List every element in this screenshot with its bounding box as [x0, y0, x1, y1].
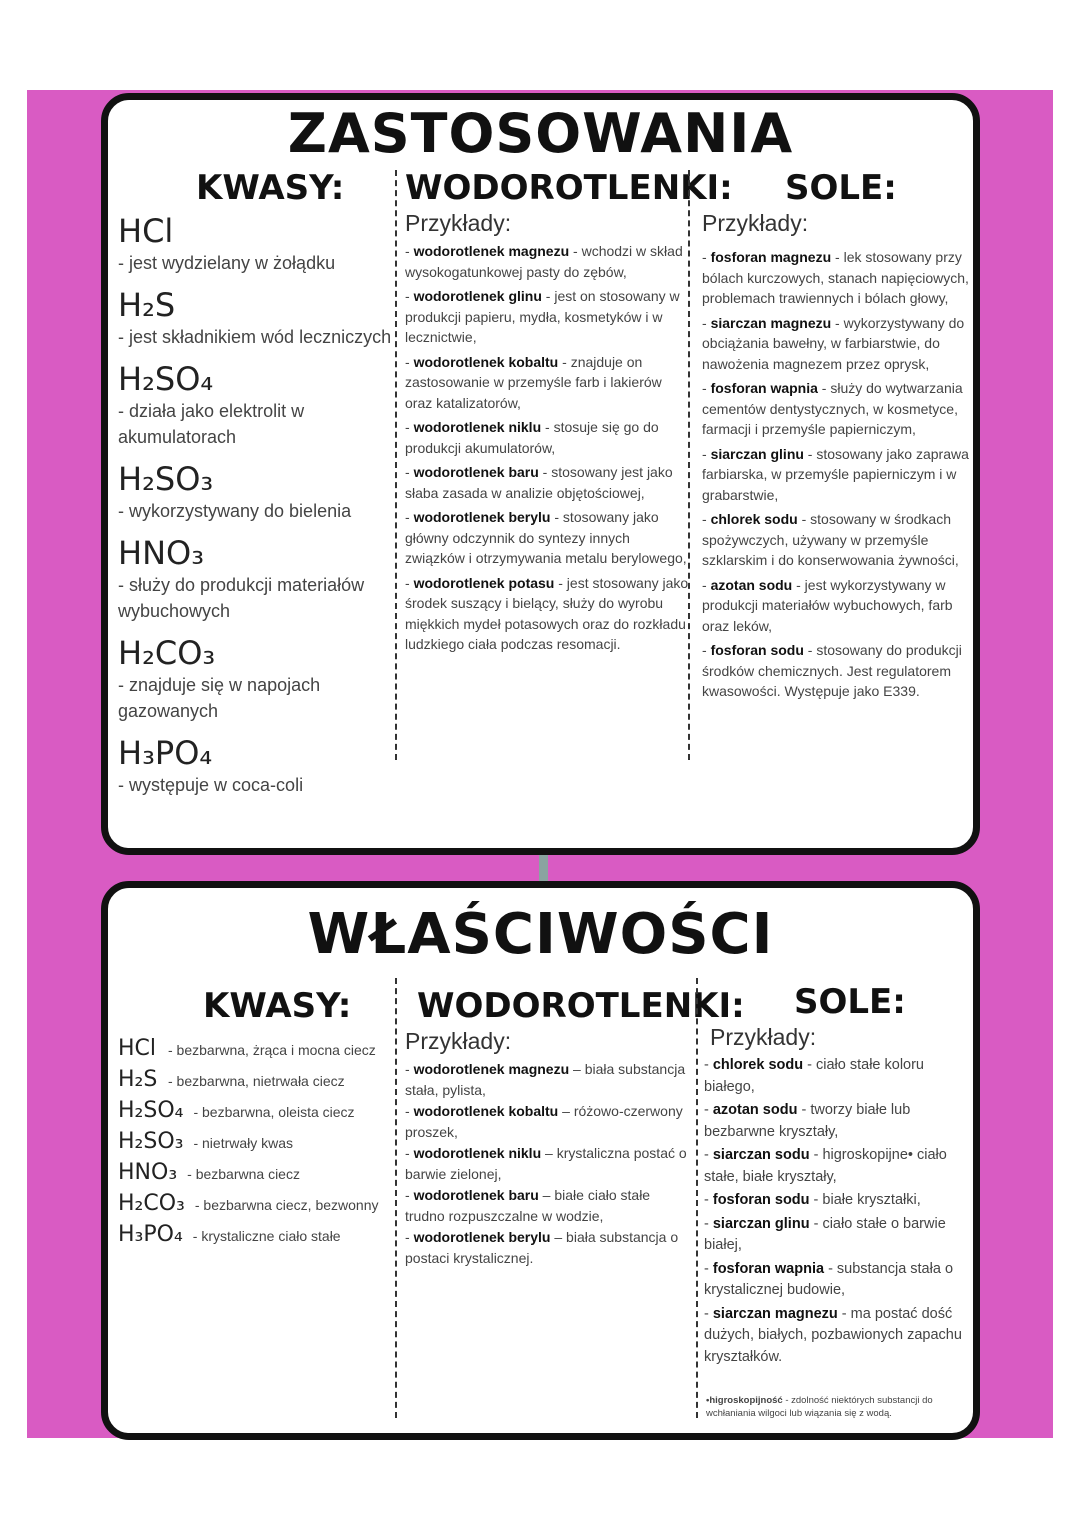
list-item: - wodorotlenek berylu - stosowany jako główny odczynnik do syntezy innych związków i otrzymywania metalu berylowego,	[405, 509, 687, 566]
acid-formula: HNO₃	[118, 534, 205, 572]
acid-description: - jest wydzielany w żołądku	[118, 253, 336, 273]
compound-description: - ciało stałe koloru białego,	[704, 1057, 924, 1095]
compound-name: wodorotlenek baru	[413, 1187, 539, 1203]
compound-name: wodorotlenek magnezu	[413, 1061, 570, 1077]
uses-salts-heading: SOLE:	[785, 168, 897, 208]
list-item: - azotan sodu - jest wykorzystywany w produkcji materiałów wybuchowych, farb oraz leków,	[702, 576, 953, 634]
compound-name: fosforan sodu	[712, 1192, 810, 1208]
uses-salts-column	[702, 168, 974, 706]
compound-description: - znajduje on zastosowanie w przemyśle farb i lakierów oraz katalizatorów,	[405, 353, 662, 411]
acid-description: - służy do produkcji materiałów wybuchowych	[118, 575, 365, 621]
uses-card	[101, 93, 980, 855]
acid-entry	[118, 1129, 398, 1160]
acid-description: - działa jako elektrolit w akumulatorach	[118, 401, 305, 447]
compound-name: wodorotlenek kobaltu	[413, 353, 559, 370]
acid-entry	[118, 534, 403, 624]
compound-name: wodorotlenek magnezu	[413, 243, 570, 259]
acid-description: - nietrwały kwas	[193, 1135, 294, 1151]
properties-salts-heading: SOLE:	[794, 982, 906, 1022]
uses-hydroxides-subheading: Przykłady:	[405, 210, 512, 236]
list-item: - wodorotlenek niklu - stosuje się go do produkcji akumulatorów,	[405, 419, 659, 456]
compound-name: wodorotlenek glinu	[413, 288, 542, 304]
compound-description: - stosuje się go do produkcji akumulatorów,	[405, 419, 659, 456]
compound-description: - jest on stosowany w produkcji papieru, mydła, kosmetyków i w lecznictwie,	[405, 288, 680, 345]
uses-hydroxides-column	[405, 168, 733, 659]
compound-name: siarczan glinu	[712, 1215, 810, 1232]
acid-description: - bezbarwna, oleista ciecz	[193, 1104, 355, 1120]
list-item: - fosforan sodu - stosowany do produkcji środków chemicznych. Jest regulatorem kwasowości. Występuje jako E339.	[702, 642, 962, 699]
acid-formula: H₂SO₃	[118, 460, 214, 498]
compound-description: - stosowany jako główny odczynnik do syntezy innych związków i otrzymywania metalu berylowego,	[405, 509, 687, 566]
list-item: - wodorotlenek baru – białe ciało stałe trudno rozpuszczalne w wodzie,	[405, 1187, 651, 1224]
compound-description: - higroskopijne• ciało stałe, białe kryształy,	[704, 1147, 947, 1185]
acid-entry	[118, 1067, 398, 1098]
column-divider	[395, 170, 397, 760]
acid-formula: HCl	[118, 212, 174, 250]
acid-description: - bezbarwna, żrąca i mocna ciecz	[168, 1042, 376, 1058]
compound-name: chlorek sodu	[712, 1057, 804, 1073]
list-item: - fosforan magnezu - lek stosowany przy bólach kurczowych, stanach napięciowych, problemach trawiennych i bólach głowy,	[702, 249, 969, 306]
list-item: - chlorek sodu - stosowany w środkach spożywczych, używany w przemyśle szklarskim i do konserwowania żywności,	[702, 511, 959, 568]
acid-description: - jest składnikiem wód leczniczych	[118, 327, 392, 347]
list-item: - wodorotlenek potasu - jest stosowany jako środek suszący i bielący, służy do wyrobu miękkich mydeł potasowych oraz do rozkładu ludzkiego ciała podczas resomacji.	[405, 574, 689, 652]
acid-entry	[118, 1222, 398, 1253]
compound-name: fosforan sodu	[710, 642, 804, 658]
compound-description: - wchodzi w skład wysokogatunkowej pasty do zębów,	[405, 243, 683, 280]
compound-name: wodorotlenek baru	[413, 464, 539, 480]
list-item: - wodorotlenek magnezu - wchodzi w skład wysokogatunkowej pasty do zębów,	[405, 243, 683, 280]
acid-formula: H₂S	[118, 286, 176, 324]
compound-name: siarczan glinu	[710, 445, 804, 462]
acid-entry	[118, 1191, 398, 1222]
acid-entry	[118, 1160, 398, 1191]
acid-entry	[118, 1036, 398, 1067]
acid-description: - bezbarwna, nietrwała ciecz	[168, 1073, 345, 1089]
footnote	[706, 1394, 966, 1420]
compound-name: wodorotlenek kobaltu	[413, 1103, 559, 1119]
list-item: - siarczan sodu - higroskopijne• ciało stałe, białe kryształy,	[704, 1147, 947, 1185]
properties-salts-subheading: Przykłady:	[710, 1024, 817, 1050]
compound-name: azotan sodu	[710, 576, 793, 593]
properties-card	[101, 881, 980, 1440]
acid-description: - bezbarwna ciecz, bezwonny	[194, 1197, 379, 1213]
properties-salts-column	[704, 982, 974, 1370]
acid-formula: H₂SO₄	[118, 1098, 184, 1123]
acid-description: - krystaliczne ciało stałe	[192, 1228, 341, 1244]
uses-salts-subheading: Przykłady:	[702, 210, 809, 236]
list-item: - wodorotlenek kobaltu - znajduje on zastosowanie w przemyśle farb i lakierów oraz katalizatorów,	[405, 353, 662, 411]
acid-description: - wykorzystywany do bielenia	[118, 501, 352, 521]
list-item: - wodorotlenek niklu – krystaliczna postać o barwie zielonej,	[405, 1145, 687, 1182]
column-divider	[696, 978, 698, 1418]
compound-description: - stosowany w środkach spożywczych, używany w przemyśle szklarskim i do konserwowania żywności,	[702, 511, 959, 568]
compound-description: – różowo-czerwony proszek,	[405, 1103, 683, 1140]
acid-entry	[118, 634, 403, 724]
acid-entry	[118, 1098, 398, 1129]
acid-description: - występuje w coca-coli	[118, 775, 304, 795]
compound-name: fosforan magnezu	[710, 249, 832, 265]
acid-entry	[118, 286, 403, 350]
compound-description: - wykorzystywany do obciążania bawełny, w farbiarstwie, do nawożenia magnezem przez oprysk,	[702, 314, 965, 372]
properties-hydroxides-heading: WODOROTLENKI:	[417, 986, 745, 1026]
properties-acids-heading: KWASY:	[203, 986, 352, 1026]
compound-name: siarczan magnezu	[710, 314, 832, 331]
compound-name: azotan sodu	[712, 1102, 798, 1118]
list-item: - wodorotlenek magnezu – biała substancja stała, pylista,	[405, 1061, 686, 1098]
acid-formula: H₂SO₃	[118, 1129, 184, 1154]
list-item: - fosforan wapnia - substancja stała o krystalicznej budowie,	[704, 1260, 954, 1298]
acid-formula: H₂CO₃	[118, 634, 216, 672]
list-item: - wodorotlenek glinu - jest on stosowany w produkcji papieru, mydła, kosmetyków i w lecznictwie,	[405, 288, 680, 345]
list-item: - chlorek sodu - ciało stałe koloru białego,	[704, 1057, 924, 1095]
footnote-text: - zdolność niektórych substancji do wchłaniania wilgoci lub wiązania się z wodą.	[706, 1395, 933, 1419]
uses-acids-column	[118, 168, 403, 808]
list-item: - siarczan magnezu - ma postać dość dużych, białych, pozbawionych zapachu kryształków.	[704, 1305, 962, 1365]
acid-formula: H₂SO₄	[118, 360, 214, 398]
compound-description: - tworzy białe lub bezbarwne kryształy,	[704, 1102, 911, 1140]
list-item: - wodorotlenek kobaltu – różowo-czerwony proszek,	[405, 1103, 683, 1140]
uses-acids-heading: KWASY:	[196, 168, 345, 208]
compound-description: - jest wykorzystywany w produkcji materiałów wybuchowych, farb oraz leków,	[702, 576, 953, 634]
properties-hydroxides-subheading: Przykłady:	[405, 1028, 512, 1054]
compound-name: wodorotlenek potasu	[413, 574, 555, 591]
acid-entry	[118, 460, 403, 524]
compound-name: wodorotlenek berylu	[413, 509, 551, 525]
acid-description: - bezbarwna ciecz	[187, 1166, 300, 1182]
compound-description: - lek stosowany przy bólach kurczowych, stanach napięciowych, problemach trawiennych i bólach głowy,	[702, 249, 969, 306]
compound-description: - ciało stałe o barwie białej,	[704, 1215, 946, 1253]
list-item: - azotan sodu - tworzy białe lub bezbarwne kryształy,	[704, 1102, 911, 1140]
list-item: - siarczan magnezu - wykorzystywany do obciążania bawełny, w farbiarstwie, do nawożenia magnezem przez oprysk,	[702, 314, 965, 372]
acid-formula: H₂CO₃	[118, 1191, 185, 1216]
compound-name: siarczan magnezu	[712, 1305, 838, 1322]
compound-description: - stosowany jako zaprawa farbiarska, w przemyśle papierniczym i w grabarstwie,	[702, 445, 969, 503]
compound-description: - ma postać dość dużych, białych, pozbawionych zapachu kryształków.	[704, 1305, 962, 1365]
properties-hydroxides-column	[405, 986, 745, 1269]
compound-description: – biała substancja o postaci krystalicznej.	[405, 1229, 679, 1266]
uses-hydroxides-heading: WODOROTLENKI:	[405, 168, 733, 208]
properties-acids-column	[118, 986, 398, 1253]
compound-name: wodorotlenek niklu	[413, 419, 542, 435]
compound-name: fosforan wapnia	[712, 1260, 825, 1277]
acid-description: - znajduje się w napojach gazowanych	[118, 675, 321, 721]
list-item: - fosforan sodu - białe kryształki,	[704, 1192, 921, 1208]
compound-description: – krystaliczna postać o barwie zielonej,	[405, 1145, 687, 1182]
compound-name: wodorotlenek berylu	[413, 1229, 551, 1245]
list-item: - fosforan wapnia - służy do wytwarzania cementów dentystycznych, w kosmetyce, farmacji i przemyśle papierniczym,	[702, 380, 963, 437]
acid-entry	[118, 212, 403, 276]
compound-name: siarczan sodu	[712, 1147, 810, 1163]
list-item: - wodorotlenek baru - stosowany jest jako słaba zasada w analizie objętościowej,	[405, 464, 673, 501]
acid-formula: H₃PO₄	[118, 1222, 183, 1247]
column-divider	[395, 978, 397, 1418]
compound-description: - służy do wytwarzania cementów dentystycznych, w kosmetyce, farmacji i przemyśle papierniczym,	[702, 380, 963, 437]
list-item: - siarczan glinu - ciało stałe o barwie białej,	[704, 1215, 946, 1253]
compound-description: - stosowany do produkcji środków chemicznych. Jest regulatorem kwasowości. Występuje jako E339.	[702, 642, 962, 699]
footnote-term: •higroskopijność	[706, 1395, 783, 1406]
compound-description: - jest stosowany jako środek suszący i bielący, służy do wyrobu miękkich mydeł potasowych oraz do rozkładu ludzkiego ciała podczas resomacji.	[405, 574, 689, 652]
compound-description: - stosowany jest jako słaba zasada w analizie objętościowej,	[405, 464, 673, 501]
acid-formula: H₃PO₄	[118, 734, 213, 772]
list-item: - wodorotlenek berylu – biała substancja o postaci krystalicznej.	[405, 1229, 679, 1266]
acid-entry	[118, 360, 403, 450]
uses-title: ZASTOSOWANIA	[287, 102, 794, 165]
list-item: - siarczan glinu - stosowany jako zaprawa farbiarska, w przemyśle papierniczym i w grabarstwie,	[702, 445, 969, 503]
compound-description: – białe ciało stałe trudno rozpuszczalne w wodzie,	[405, 1187, 651, 1224]
column-divider	[688, 170, 690, 760]
acid-entry	[118, 734, 403, 798]
compound-name: chlorek sodu	[710, 511, 798, 527]
compound-description: – biała substancja stała, pylista,	[405, 1061, 686, 1098]
acid-formula: HCl	[118, 1036, 157, 1061]
acid-formula: H₂S	[118, 1067, 158, 1092]
compound-name: fosforan wapnia	[710, 380, 818, 396]
compound-name: wodorotlenek niklu	[413, 1145, 542, 1161]
compound-description: - substancja stała o krystalicznej budowie,	[704, 1260, 954, 1298]
properties-title: WŁAŚCIWOŚCI	[307, 902, 774, 967]
compound-description: - białe kryształki,	[809, 1192, 921, 1208]
acid-formula: HNO₃	[118, 1160, 178, 1185]
